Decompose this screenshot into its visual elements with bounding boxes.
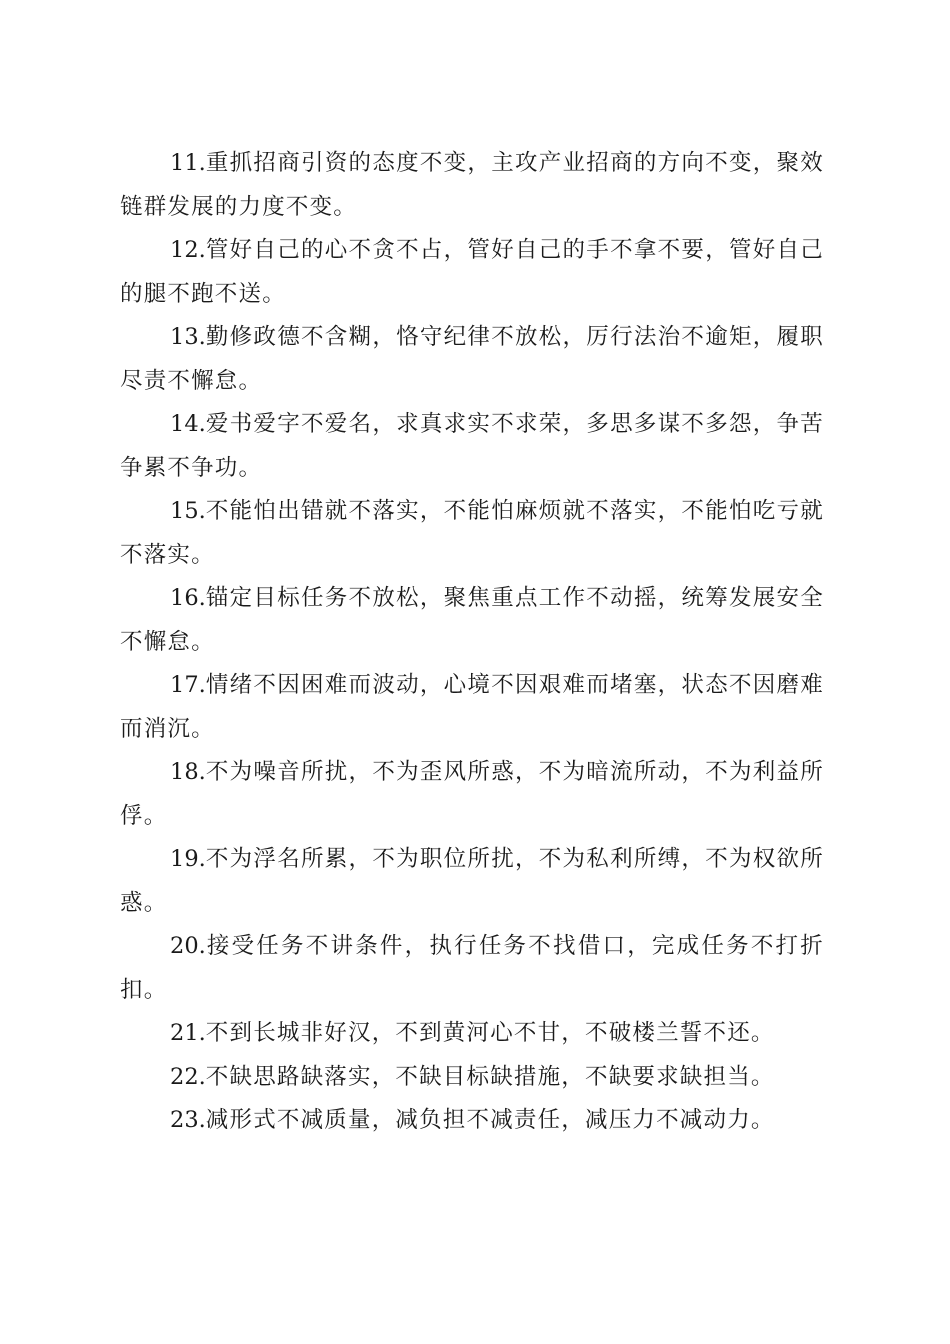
item-number: 22. <box>170 1063 206 1090</box>
list-item <box>120 751 824 838</box>
list-item <box>120 1099 824 1143</box>
item-text: 管好自己的心不贪不占，管好自己的手不拿不要，管好自己的腿不跑不送。 <box>120 237 824 307</box>
item-text: 情绪不因困难而波动，心境不因艰难而堵塞，状态不因磨难而消沉。 <box>120 672 824 742</box>
list-item <box>120 664 824 751</box>
item-text: 重抓招商引资的态度不变，主攻产业招商的方向不变，聚效链群发展的力度不变。 <box>120 150 824 220</box>
item-number: 20. <box>170 933 206 959</box>
item-number: 12. <box>170 237 206 263</box>
list-item <box>120 403 824 490</box>
item-text: 不到长城非好汉，不到黄河心不甘，不破楼兰誓不还。 <box>205 1020 775 1046</box>
item-number: 19. <box>170 846 206 872</box>
item-number: 18. <box>170 759 206 785</box>
list-item <box>120 316 824 403</box>
item-number: 21. <box>170 1020 206 1046</box>
list-item <box>120 490 824 577</box>
list-item <box>120 142 824 229</box>
item-number: 14. <box>170 411 206 437</box>
item-text: 减形式不减质量，减负担不减责任，减压力不减动力。 <box>205 1107 775 1133</box>
item-number: 16. <box>170 585 206 611</box>
document-body <box>120 142 824 1143</box>
item-number: 15. <box>170 498 206 524</box>
item-text: 勤修政德不含糊，恪守纪律不放松，厉行法治不逾矩，履职尽责不懈怠。 <box>120 324 824 394</box>
list-item <box>120 1056 824 1100</box>
item-text: 不缺思路缺落实，不缺目标缺措施，不缺要求缺担当。 <box>205 1063 775 1090</box>
item-text: 锚定目标任务不放松，聚焦重点工作不动摇，统筹发展安全不懈怠。 <box>120 585 824 655</box>
list-item <box>120 838 824 925</box>
item-number: 11. <box>170 150 206 176</box>
item-text: 接受任务不讲条件，执行任务不找借口，完成任务不打折扣。 <box>120 933 824 1003</box>
item-number: 13. <box>170 324 206 350</box>
list-item <box>120 925 824 1012</box>
item-number: 23. <box>170 1107 206 1133</box>
item-text: 爱书爱字不爱名，求真求实不求荣，多思多谋不多怨，争苦争累不争功。 <box>120 411 824 481</box>
list-item <box>120 577 824 664</box>
item-text: 不为噪音所扰，不为歪风所惑，不为暗流所动，不为利益所俘。 <box>120 759 824 829</box>
list-item <box>120 1012 824 1056</box>
item-text: 不为浮名所累，不为职位所扰，不为私利所缚，不为权欲所惑。 <box>120 846 824 916</box>
list-item <box>120 229 824 316</box>
item-text: 不能怕出错就不落实，不能怕麻烦就不落实，不能怕吃亏就不落实。 <box>120 498 824 568</box>
item-number: 17. <box>170 672 206 698</box>
